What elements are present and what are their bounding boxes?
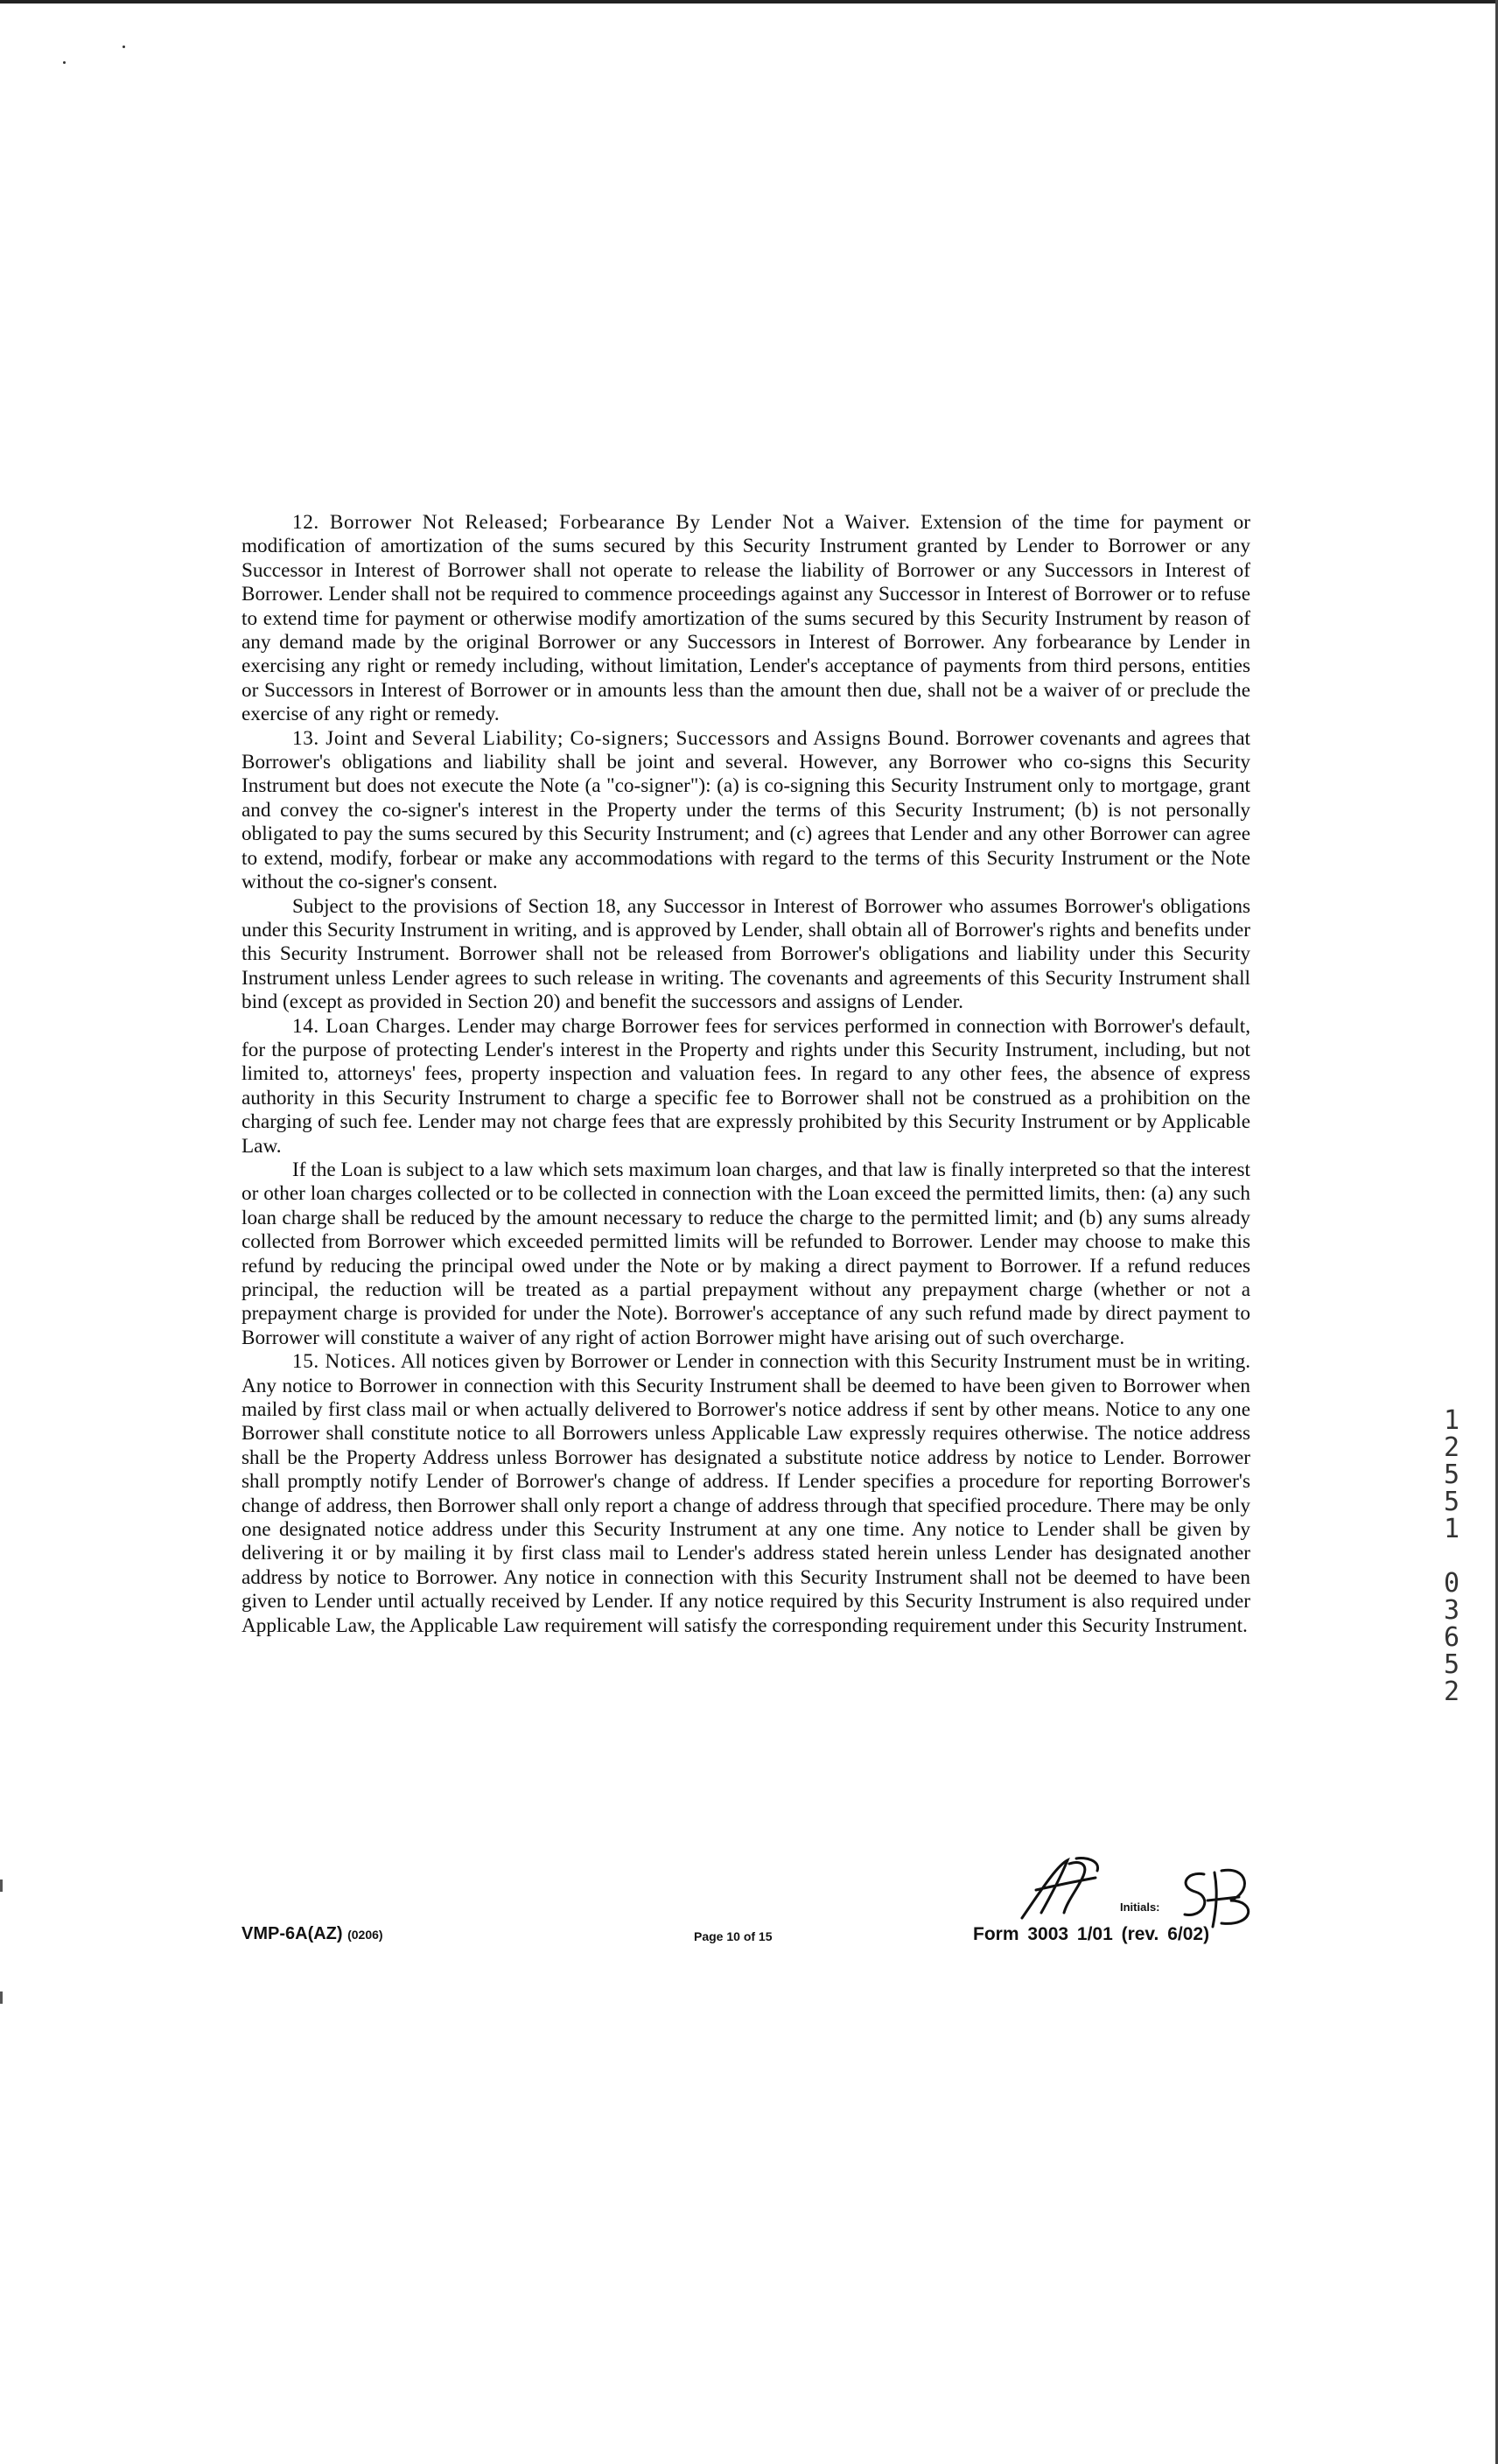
form-code-name: VMP-6A(AZ) — [242, 1924, 343, 1943]
section-14-heading: 14. Loan Charges. — [292, 1014, 452, 1038]
section-15-heading: 15. Notices. — [292, 1350, 396, 1374]
scan-edge-mark — [0, 1992, 3, 2004]
section-13-continued-text: Subject to the provisions of Section 18, any Successor in Interest of Borrower who assumes Borrower's obligations under this Security Instrument in writing, and is approved by Lender, shall obtain all of Borrower's rights and benefits under this Security Instrument. Borrower shall not be released from Borrower's obligations and liability under this Security Instrument unless Lender agrees to such release in writing. The covenants and agreements of this Security Instrument shall bind (except as provided in Section 20) and benefit the successors and assigns of Lender. — [242, 894, 1250, 1014]
scan-edge-mark — [0, 1880, 3, 1892]
paragraph-14 — [242, 1015, 1250, 1158]
section-14-continued-text: If the Loan is subject to a law which sets maximum loan charges, and that law is finally interpreted so that the interest or other loan charges collected or to be collected in connection with the Loan exceed the permitted limits, then: (a) any such loan charge shall be reduced by the amount necessary to reduce the charge to the permitted limit; and (b) any sums already collected from Borrower which exceeded permitted limits will be refunded to Borrower. Lender may choose to make this refund by reducing the principal owed under the Note or by making a direct payment to Borrower. If a refund reduces principal, the reduction will be treated as a partial prepayment without any prepayment charge (whether or not a prepayment charge is provided for under the Note). Borrower's acceptance of any such refund made by direct payment to Borrower will constitute a waiver of any right of action Borrower might have arising out of such overcharge. — [242, 1158, 1250, 1349]
section-14-text: Lender may charge Borrower fees for services performed in connection with Borrower's default, for the purpose of protecting Lender's interest in the Property and rights under this Security Instrument, including, but not limited to, attorneys' fees, property inspection and valuation fees. In regard to any other fees, the absence of express authority in this Security Instrument to charge a specific fee to Borrower shall not be construed as a prohibition on the charging of such fee. Lender may not charge fees that are expressly prohibited by this Security Instrument or by Applicable Law. — [242, 1014, 1250, 1158]
section-15-text: All notices given by Borrower or Lender in connection with this Security Instrument must be in writing. Any notice to Borrower in connection with this Security Instrument shall be deemed to have been given to Borrower when mailed by first class mail or when actually delivered to Borrower's notice address if sent by other means. Notice to any one Borrower shall constitute notice to all Borrowers unless Applicable Law expressly requires otherwise. The notice address shall be the Property Address unless Borrower has designated a substitute notice address by notice to Lender. Borrower shall promptly notify Lender of Borrower's change of address. If Lender specifies a procedure for reporting Borrower's change of address, then Borrower shall only report a change of address through that specified procedure. There may be only one designated notice address under this Security Instrument at any one time. Any notice to Lender shall be given by delivering it or by mailing it by first class mail to Lender's address stated herein unless Lender has designated another address by notice to Borrower. Any notice in connection with this Security Instrument shall not be deemed to have been given to Lender until actually received by Lender. If any notice required by this Security Instrument is also required under Applicable Law, the Applicable Law requirement will satisfy the corresponding requirement under this Security Instrument. — [242, 1350, 1251, 1637]
scan-speck — [122, 46, 125, 48]
section-12-text: Extension of the time for payment or modification of amortization of the sums secured by this Security Instrument granted by Lender to Borrower or any Successor in Interest of Borrower shall not operate to release the liability of Borrower or any Successors in Interest of Borrower. Lender shall not be required to commence proceedings against any Successor in Interest of Borrower or to refuse to extend time for payment or otherwise modify amortization of the sums secured by this Security Instrument by reason of any demand made by the original Borrower or any Successors in Interest of Borrower. Any forbearance by Lender in exercising any right or remedy including, without limitation, Lender's acceptance of payments from third persons, entities or Successors in Interest of Borrower or in amounts less than the amount then due, shall not be a waiver of or preclude the exercise of any right or remedy. — [242, 511, 1250, 726]
page-number: Page 10 of 15 — [694, 1929, 773, 1943]
form-code-date: (0206) — [347, 1928, 383, 1942]
paragraph-13 — [242, 727, 1250, 895]
section-12-heading: 12. Borrower Not Released; Forbearance By Lender Not a Waiver. — [292, 511, 911, 534]
paragraph-12 — [242, 511, 1250, 727]
scan-top-border — [0, 0, 1498, 4]
section-13-text: Borrower covenants and agrees that Borrower's obligations and liability shall be joint and several. However, any Borrower who co-signs this Security Instrument but does not execute the Note (a "co-signer"): (a) is co-signing this Security Instrument only to mortgage, grant and convey the co-signer's interest in the Property under the terms of this Security Instrument; (b) is not personally obligated to pay the sums secured by this Security Instrument; and (c) agrees that Lender and any other Borrower can agree to extend, modify, forbear or make any accommodations with regard to the terms of this Security Instrument or the Note without the co-signer's consent. — [242, 726, 1250, 894]
form-code — [242, 1924, 383, 1950]
paragraph-14-continued — [242, 1158, 1250, 1350]
borrower-initials-signature — [1015, 1855, 1111, 1925]
initials-label: Initials: — [1120, 1900, 1160, 1914]
section-13-heading: 13. Joint and Several Liability; Co-signers; Successors and Assigns Bound. — [292, 726, 950, 750]
recording-number-stamp: 1 2 5 5 1 0 3 6 5 2 — [1443, 1405, 1460, 1707]
scan-speck — [63, 61, 66, 64]
paragraph-15 — [242, 1350, 1250, 1638]
form-number: Form 3003 1/01 (rev. 6/02) — [973, 1924, 1210, 1944]
document-body — [242, 511, 1250, 1638]
paragraph-13-continued — [242, 895, 1250, 1015]
